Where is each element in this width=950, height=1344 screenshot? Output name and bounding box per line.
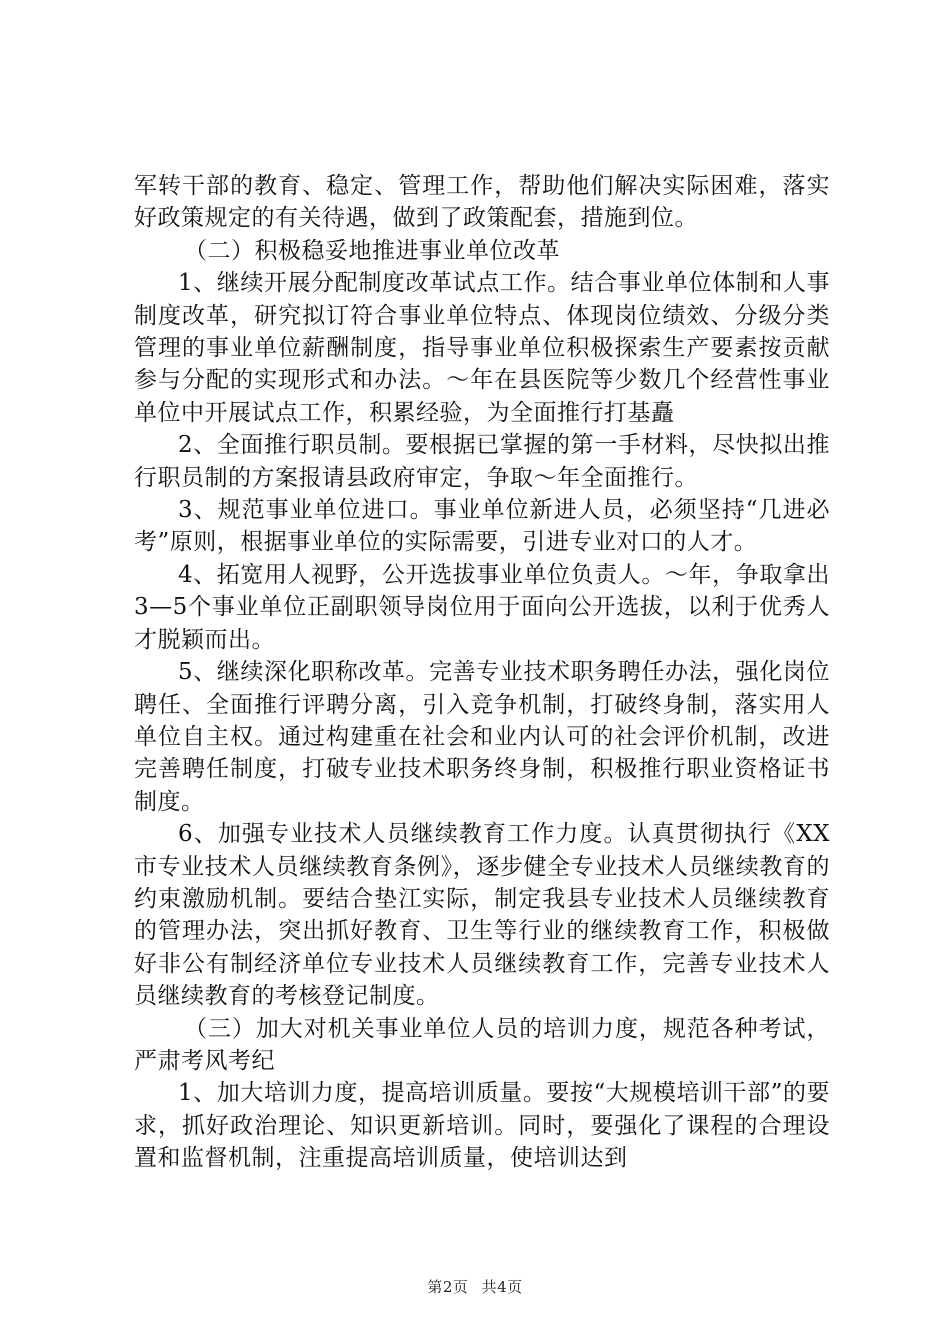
- paragraph-item-3: 3、规范事业单位进口。事业单位新进人员，必须坚持“几进必考”原则，根据事业单位的实际需要，引进专业对口的人才。: [134, 497, 830, 556]
- paragraph-item-5: 5、继续深化职称改革。完善专业技术职务聘任办法，强化岗位聘任、全面推行评聘分离，引入竞争机制，打破终身制，落实用人单位自主权。通过构建重在社会和业内认可的社会评价机制，改进完善聘任制度，打破专业技术职务终身制，积极推行职业资格证书制度。: [134, 659, 830, 815]
- page-number: 第2页: [427, 1278, 469, 1296]
- paragraph-training-1: 1、加大培训力度，提高培训质量。要按“大规模培训干部”的要求，抓好政治理论、知识更新培训。同时，要强化了课程的合理设置和监督机制，注重提高培训质量，使培训达到: [134, 1080, 830, 1172]
- paragraph-item-4: 4、拓宽用人视野，公开选拔事业单位负责人。～年，争取拿出3—5个事业单位正副职领导岗位用于面向公开选拔，以利于优秀人才脱颖而出。: [134, 561, 830, 653]
- page-total: 共4页: [481, 1278, 523, 1296]
- paragraph-continuation: 军转干部的教育、稳定、管理工作，帮助他们解决实际困难，落实好政策规定的有关待遇，做到了政策配套，措施到位。: [134, 173, 830, 232]
- paragraph-item-6: 6、加强专业技术人员继续教育工作力度。认真贯彻执行《XX市专业技术人员继续教育条例》，逐步健全专业技术人员继续教育的约束激励机制。要结合垫江实际，制定我县专业技术人员继续教育的管理办法，突出抓好教育、卫生等行业的继续教育工作，积极做好非公有制经济单位专业技术人员继续教育工作，完善专业技术人员继续教育的考核登记制度。: [134, 821, 830, 1010]
- section-heading-3: （三）加大对机关事业单位人员的培训力度，规范各种考试，严肃考风考纪: [134, 1015, 830, 1074]
- paragraph-item-1: 1、继续开展分配制度改革试点工作。结合事业单位体制和人事制度改革，研究拟订符合事业单位特点、体现岗位绩效、分级分类管理的事业单位薪酬制度，指导事业单位积极探索生产要素按贡献参与分配的实现形式和办法。～年在县医院等少数几个经营性事业单位中开展试点工作，积累经验，为全面推行打基矗: [134, 270, 830, 426]
- section-heading-2: （二）积极稳妥地推进事业单位改革: [184, 237, 560, 264]
- page-footer: [0, 1276, 950, 1297]
- document-body: [134, 170, 830, 1175]
- paragraph-item-2: 2、全面推行职员制。要根据已掌握的第一手材料，尽快拟出推行职员制的方案报请县政府审定，争取～年全面推行。: [134, 432, 830, 491]
